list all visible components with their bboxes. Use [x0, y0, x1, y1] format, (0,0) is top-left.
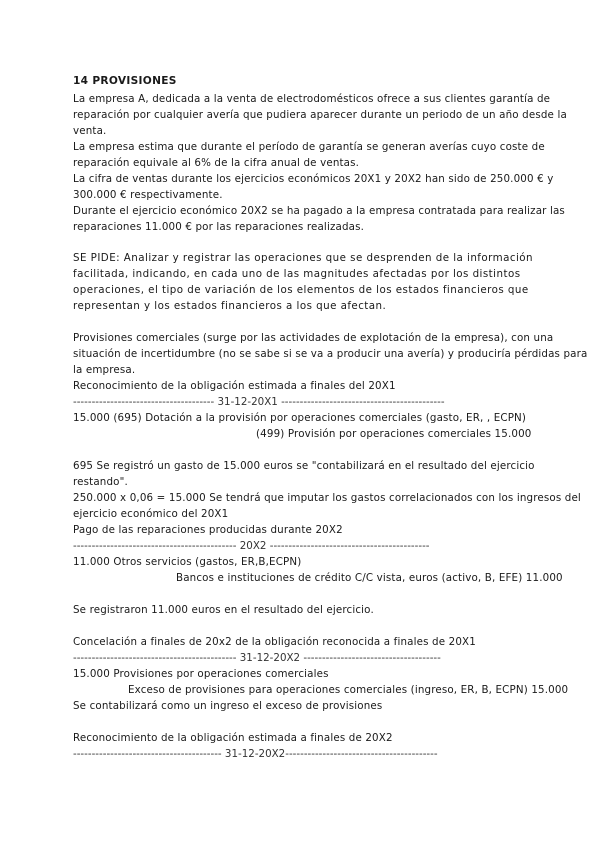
intro-line-1: La empresa A, dedicada a la venta de electrodomésticos ofrece a sus clientes garantía de [73, 93, 551, 105]
pago-20x2-debit: 11.000 Otros servicios (gastos, ER,B,ECPN) [73, 556, 302, 568]
se-pide-line-3: operaciones, el tipo de variación de los elementos de los estados financieros que [73, 284, 529, 296]
reconocimiento-20x1-credit: (499) Provisión por operaciones comerciales 15.000 [256, 428, 532, 440]
cancelacion-divider: -------------------------------------------- 31-12-20X2 ------------------------------------- [73, 652, 441, 664]
nota-695-line-4: ejercicio económico del 20X1 [73, 508, 229, 520]
reconocimiento-20x1-heading: Reconocimiento de la obligación estimada a finales del 20X1 [73, 380, 396, 392]
cancelacion-note: Se contabilizará como un ingreso el exceso de provisiones [73, 700, 383, 712]
intro-line-6: La cifra de ventas durante los ejercicios económicos 20X1 y 20X2 han sido de 250.000 € y [73, 173, 554, 185]
intro-line-5: reparación equivale al 6% de la cifra anual de ventas. [73, 157, 360, 169]
cancelacion-heading: Concelación a finales de 20x2 de la obligación reconocida a finales de 20X1 [73, 636, 476, 648]
intro-line-2: reparación por cualquier avería que pudiera aparecer durante un periodo de un año desde la [73, 109, 567, 121]
intro-line-9: reparaciones 11.000 € por las reparaciones realizadas. [73, 221, 365, 233]
pago-20x2-divider: -------------------------------------------- 20X2 ------------------------------------------- [73, 540, 430, 552]
nota-695-line-1: 695 Se registró un gasto de 15.000 euros se "contabilizará en el resultado del ejercicio [73, 460, 535, 472]
cancelacion-debit: 15.000 Provisiones por operaciones comerciales [73, 668, 329, 680]
pago-20x2-note: Se registraron 11.000 euros en el resultado del ejercicio. [73, 604, 374, 616]
intro-line-3: venta. [73, 125, 107, 137]
section-title: 14 PROVISIONES [73, 75, 177, 87]
cancelacion-credit: Exceso de provisiones para operaciones comerciales (ingreso, ER, B, ECPN) 15.000 [128, 684, 569, 696]
se-pide-line-4: representan y los estados financieros a los que afectan. [73, 300, 387, 312]
intro-line-7: 300.000 € respectivamente. [73, 189, 223, 201]
provisiones-line-3: la empresa. [73, 364, 136, 376]
provisiones-line-1: Provisiones comerciales (surge por las actividades de explotación de la empresa), con una [73, 332, 554, 344]
pago-20x2-heading: Pago de las reparaciones producidas durante 20X2 [73, 524, 343, 536]
se-pide-line-2: facilitada, indicando, en cada uno de las magnitudes afectadas por los distintos [73, 268, 521, 280]
reconocimiento-20x1-divider: -------------------------------------- 31-12-20X1 -------------------------------------------- [73, 396, 445, 408]
se-pide-line-1: SE PIDE: Analizar y registrar las operaciones que se desprenden de la información [73, 252, 534, 264]
pago-20x2-credit: Bancos e instituciones de crédito C/C vista, euros (activo, B, EFE) 11.000 [176, 572, 563, 584]
provisiones-line-2: situación de incertidumbre (no se sabe si se va a producir una avería) y produciría pérdidas para [73, 348, 588, 360]
intro-line-4: La empresa estima que durante el período de garantía se generan averías cuyo coste de [73, 141, 545, 153]
nota-695-line-3: 250.000 x 0,06 = 15.000 Se tendrá que imputar los gastos correlacionados con los ingresos del [73, 492, 581, 504]
reconocimiento-20x1-debit: 15.000 (695) Dotación a la provisión por operaciones comerciales (gasto, ER, , ECPN) [73, 412, 527, 424]
intro-line-8: Durante el ejercicio económico 20X2 se ha pagado a la empresa contratada para realizar las [73, 205, 565, 217]
nota-695-line-2: restando". [73, 476, 128, 488]
reconocimiento-20x2-divider: ---------------------------------------- 31-12-20X2----------------------------------------- [73, 748, 438, 760]
reconocimiento-20x2-heading: Reconocimiento de la obligación estimada a finales de 20X2 [73, 732, 393, 744]
